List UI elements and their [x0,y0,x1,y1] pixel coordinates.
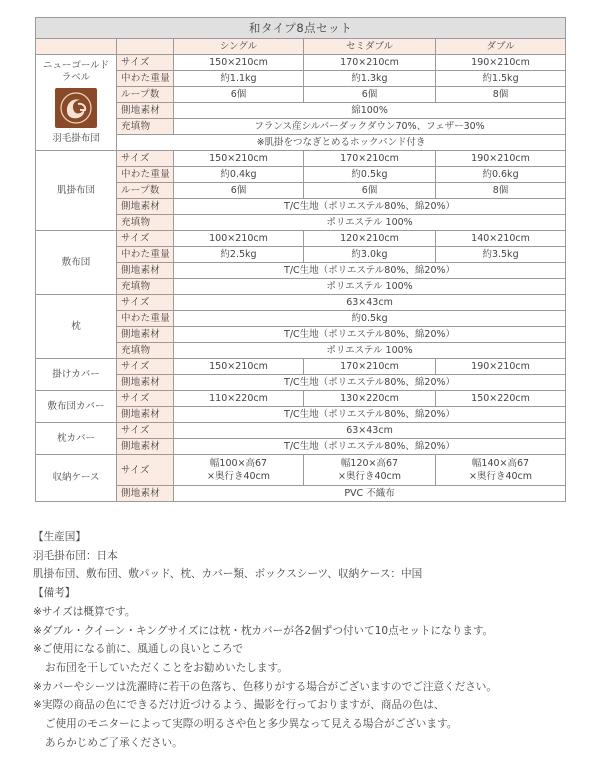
row-label: サイズ [117,423,174,439]
cell-loops-single: 6個 [174,87,304,103]
row-label: 側地素材 [117,263,174,279]
remark: ※ダブル・クイーン・キングサイズには枕・枕カバーが各2個ずつ付いて10点セットになります。 [33,624,494,637]
corner-cell-2 [117,39,174,55]
col-header-double: ダブル [436,39,566,55]
row-label: 中わた重量 [117,167,174,183]
cell-size-semidouble: 170×210cm [304,359,436,375]
remark: ※サイズは概算です。 [33,605,136,618]
row-label: 側地素材 [117,407,174,423]
cell-loops-semidouble: 6個 [304,183,436,199]
cell-size-double: 190×210cm [436,55,566,71]
cell-weight-double: 約1.5kg [436,71,566,87]
group-light-duvet: 肌掛布団 [36,151,117,231]
size-line-2: ×奥行き40cm [206,471,271,482]
corner-cell [36,39,117,55]
size-line-1: 幅140×高67 [471,458,530,469]
col-header-single: シングル [174,39,304,55]
cell-weight-single: 約2.5kg [174,247,304,263]
origin-line: 羽毛掛布団：日本 [33,549,118,562]
cell-size-semidouble: 170×210cm [304,55,436,71]
cell-size: 63×43cm [174,423,566,439]
cell-side-material: 綿100% [174,103,566,119]
group-pillow-cover: 枕カバー [36,423,117,455]
cell-fill: ポリエステル 100% [174,215,566,231]
remark: ※カバーやシーツは洗濯時に若干の色落ち、色移りがする場合がございますのでご注意ください。 [33,680,497,693]
cell-size: 63×43cm [174,295,566,311]
row-label: サイズ [117,359,174,375]
remark-continued: お布団を干していただくことをお勧めいたします。 [45,661,288,674]
cell-fill: フランス産シルバーダックダウン70%、フェザー30% [174,119,566,135]
row-label: 側地素材 [117,439,174,455]
cell-size-double: 140×210cm [436,231,566,247]
cell-size-single: 110×220cm [174,391,304,407]
cell-weight-double: 約3.5kg [436,247,566,263]
remarks-header: 【備考】 [33,587,76,600]
cell-loops-double: 8個 [436,183,566,199]
cell-weight-semidouble: 約3.0kg [304,247,436,263]
row-label: 側地素材 [117,486,174,502]
cell-size-single: 100×210cm [174,231,304,247]
origin-line: 肌掛布団、敷布団、敷パッド、枕、カバー類、ボックスシーツ、収納ケース：中国 [33,568,423,581]
cell-loops-semidouble: 6個 [304,87,436,103]
cell-side-material: T/C生地（ポリエステル80%、綿20%） [174,439,566,455]
remark: ※実際の商品の色にできるだけ近づけるよう、撮影を行っておりますが、商品の色は、 [33,699,445,712]
spec-table-container [35,17,565,502]
cell-loops-single: 6個 [174,183,304,199]
col-header-semidouble: セミダブル [304,39,436,55]
cell-size-semidouble: 130×220cm [304,391,436,407]
row-label: 側地素材 [117,327,174,343]
cell-side-material: T/C生地（ポリエステル80%、綿20%） [174,375,566,391]
cell-side-material: T/C生地（ポリエステル80%、綿20%） [174,263,566,279]
row-label: 側地素材 [117,199,174,215]
row-label: 側地素材 [117,375,174,391]
cell-loops-double: 8個 [436,87,566,103]
notes-section [33,528,573,752]
cell-weight-double: 約0.6kg [436,167,566,183]
size-line-2: ×奥行き40cm [337,471,402,482]
size-line-1: 幅100×高67 [209,458,268,469]
cell-size-semidouble: 170×210cm [304,151,436,167]
row-label: 充填物 [117,119,174,135]
remark: ※ご使用になる前に、風通しの良いところで [33,643,244,656]
group-duvet-cover: 掛けカバー [36,359,117,391]
group-storage-case: 収納ケース [36,455,117,502]
cell-side-material: T/C生地（ポリエステル80%、綿20%） [174,407,566,423]
size-line-2: ×奥行き40cm [469,471,533,482]
row-label: 中わた重量 [117,247,174,263]
origin-header: 【生産国】 [33,531,86,543]
cell-side-material: T/C生地（ポリエステル80%、綿20%） [174,327,566,343]
size-line-1: 幅120×高67 [340,458,399,469]
cell-fill: ポリエステル 100% [174,343,566,359]
row-label: サイズ [117,295,174,311]
cell-size-single [174,455,304,486]
row-label: サイズ [117,455,174,486]
cell-size-semidouble: 120×210cm [304,231,436,247]
row-label: サイズ [117,151,174,167]
cell-weight-semidouble: 約0.5kg [304,167,436,183]
row-label: サイズ [117,55,174,71]
row-label: ループ数 [117,87,174,103]
row-label: 充填物 [117,279,174,295]
cell-size-semidouble [304,455,436,486]
new-gold-label-logo-icon [55,88,97,128]
row-label: サイズ [117,231,174,247]
table-title: 和タイプ8点セット [36,18,566,39]
remark-continued: ご使用のモニターによって実際の明るさや色と多少異なって見える場合がございます。 [45,718,458,731]
brand-label: ニューゴールド ラベル [42,59,110,83]
row-label: 側地素材 [117,103,174,119]
cell-weight-semidouble: 約1.3kg [304,71,436,87]
cell-size-double: 190×210cm [436,151,566,167]
cell-side-material: PVC 不織布 [174,486,566,502]
cell-size-double [436,455,566,486]
group-mattress: 敷布団 [36,231,117,295]
cell-size-double: 150×220cm [436,391,566,407]
cell-fill: ポリエステル 100% [174,279,566,295]
cell-size-single: 150×210cm [174,359,304,375]
row-label: 中わた重量 [117,71,174,87]
row-label: 充填物 [117,343,174,359]
group-feather-duvet [36,55,117,151]
remark-continued: あらかじめご了承ください。 [45,736,183,749]
group-pillow: 枕 [36,295,117,359]
cell-size-double: 190×210cm [436,359,566,375]
row-label: ループ数 [117,183,174,199]
cell-note: ※肌掛をつなぎとめるホックバンド付き [117,135,566,151]
row-label: 充填物 [117,215,174,231]
cell-size-single: 150×210cm [174,55,304,71]
cell-size-single: 150×210cm [174,151,304,167]
row-label: 中わた重量 [117,311,174,327]
group-mattress-cover: 敷布団カバー [36,391,117,423]
row-label: サイズ [117,391,174,407]
cell-weight-single: 約1.1kg [174,71,304,87]
cell-weight-single: 約0.4kg [174,167,304,183]
cell-weight: 約0.5kg [174,311,566,327]
feather-duvet-label: 羽毛掛布団 [52,132,100,144]
cell-side-material: T/C生地（ポリエステル80%、綿20%） [174,199,566,215]
spec-table [35,17,566,502]
